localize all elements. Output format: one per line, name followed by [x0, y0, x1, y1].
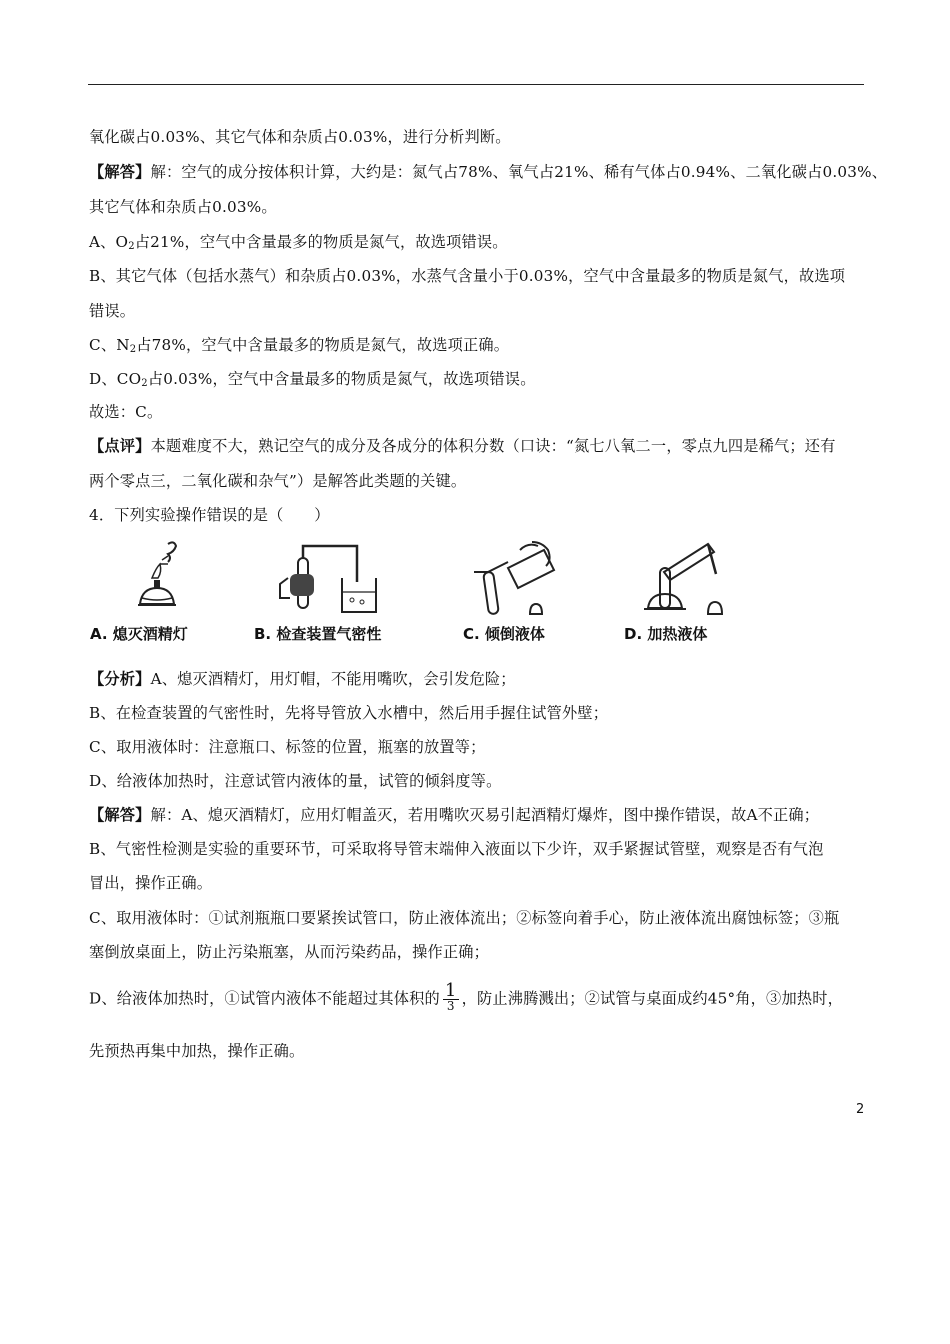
- caption-c: C. 倾倒液体: [463, 625, 545, 643]
- text-line-11: 两个零点三，二氧化碳和杂气”）是解答此类题的关键。: [89, 472, 467, 490]
- comment-tag: 【点评】: [89, 437, 151, 455]
- text-line-23: 先预热再集中加热，操作正确。: [89, 1042, 305, 1060]
- header-rule: [88, 84, 864, 85]
- text-line-10: 【点评】本题难度不大，熟记空气的成分及各成分的体积分数（口诀：“氮七八氧二一，零点九四是稀气；还有: [89, 437, 836, 455]
- text-line-4: A、$O_2$占21%，空气中含量最多的物质是氮气，故选项错误。: [89, 233, 508, 252]
- analysis-tag: 【分析】: [89, 670, 151, 688]
- text-line-21: 塞倒放桌面上，防止污染瓶塞，从而污染药品，操作正确；: [89, 943, 490, 961]
- text-line-17: 【解答】解：A、熄灭酒精灯，应用灯帽盖灭，若用嘴吹灭易引起酒精灯爆炸，图中操作错误，故A不正确；: [89, 806, 820, 824]
- text-line-18: B、气密性检测是实验的重要环节，可采取将导管末端伸入液面以下少许，双手紧握试管壁，观察是否有气泡: [89, 840, 824, 858]
- caption-d: D. 加热液体: [624, 625, 708, 643]
- text-line-13: 【分析】A、熄灭酒精灯，用灯帽，不能用嘴吹，会引发危险；: [89, 670, 516, 688]
- figure-c-pour-icon: [464, 538, 574, 620]
- caption-a: A. 熄灭酒精灯: [90, 625, 188, 643]
- text-line-8: D、$CO_2$占0.03%，空气中含量最多的物质是氮气，故选项错误。: [89, 370, 536, 389]
- text-line-1: 氧化碳占0.03%、其它气体和杂质占0.03%，进行分析判断。: [89, 128, 511, 146]
- answer-tag-2: 【解答】: [89, 806, 151, 824]
- text-line-7: C、$N_2$占78%，空气中含量最多的物质是氮气，故选项正确。: [89, 336, 510, 355]
- text-line-14: B、在检查装置的气密性时，先将导管放入水槽中，然后用手握住试管外壁；: [89, 704, 609, 722]
- text-line-6: 错误。: [89, 302, 136, 320]
- fraction-one-third: $\frac{1}{3}$: [444, 980, 457, 1013]
- text-line-22: D、给液体加热时，①试管内液体不能超过其体积的 $\frac{1}{3}$ ，防止沸腾溅出；②试管与桌面成约45°角，③加热时，: [89, 980, 843, 1013]
- figure-a-lamp-icon: [126, 538, 196, 620]
- question-4: 4．下列实验操作错误的是（ ）: [89, 506, 330, 524]
- text-line-15: C、取用液体时：注意瓶口、标签的位置，瓶塞的放置等；: [89, 738, 486, 756]
- figure-b-apparatus-icon: [268, 538, 388, 620]
- text-line-20: C、取用液体时：①试剂瓶瓶口要紧挨试管口，防止液体流出；②标签向着手心，防止液体流出腐蚀标签；③瓶: [89, 909, 840, 927]
- text-line-19: 冒出，操作正确。: [89, 874, 213, 892]
- text-line-3: 其它气体和杂质占0.03%。: [89, 198, 277, 216]
- answer-tag: 【解答】: [89, 163, 151, 181]
- text-line-5: B、其它气体（包括水蒸气）和杂质占0.03%，水蒸气含量小于0.03%，空气中含量最多的物质是氮气，故选项: [89, 267, 846, 285]
- caption-b: B. 检查装置气密性: [254, 625, 382, 643]
- figure-d-heat-icon: [634, 538, 734, 620]
- text-line-2: 【解答】解：空气的成分按体积计算，大约是：氮气占78%、氧气占21%、稀有气体占0.94%、二氧化碳占0.03%、: [89, 163, 888, 181]
- text-line-16: D、给液体加热时，注意试管内液体的量，试管的倾斜度等。: [89, 772, 502, 790]
- page-number: 2: [856, 1102, 865, 1117]
- text-line-9: 故选：C。: [89, 403, 163, 421]
- experiment-figures: [88, 538, 738, 648]
